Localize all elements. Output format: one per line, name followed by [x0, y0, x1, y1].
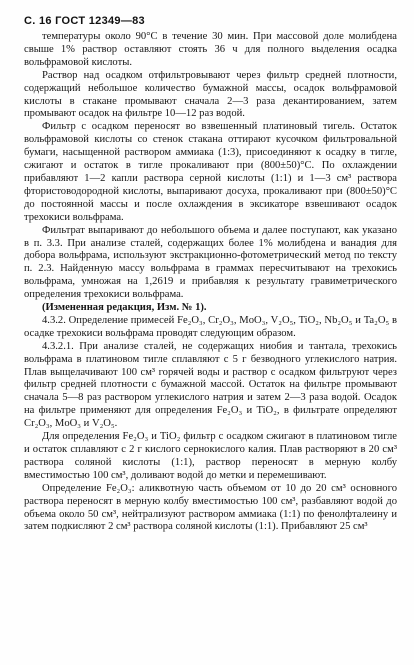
body-text	[24, 31, 397, 534]
section-4-3-2-1: 4.3.2.1. При анализе сталей, не содержащих ниобия и тантала, трехокись вольфрама в платиновом тигле сплавляют с 5 г безводного углекислого натрия. Плав выщелачивают 100 см³ горячей воды и раствор с осадком фильтруют через фильтр средней плотности с бумажной массой. Остаток на фильтре промывают сначала 5—8 раз раствором углекислого натрия и затем 2—3 раза водой. Осадок на фильтре применяют для определения Fe₂O₃ и TiO₂, в фильтрате определяют Cr₂O₃, MoO₃ и V₂O₅.	[24, 340, 397, 430]
section-4-3-2: 4.3.2. Определение примесей Fe₂O₃, Cr₂O₃, MoO₃, V₂O₅, TiO₂, Nb₂O₅ и Ta₂O₅ в осадке трехокиси вольфрама проводят следующим образом.	[24, 314, 397, 339]
paragraph: Раствор над осадком отфильтровывают через фильтр средней плотности, содержащий небольшое количество бумажной массы, осадок вольфрамовой кислоты в стакане промывают сначала 2—3 раза декантированием, затем промывают осадок на фильтре 10—12 раз водой.	[24, 69, 397, 120]
paragraph: Определение Fe₂O₃: аликвотную часть объемом от 10 до 20 см³ основного раствора переносят в мерную колбу вместимостью 100 см³, разбавляют водой до объема около 50 см³, нейтрализуют раствором аммиака (1:1) по фенолфталеину и затем подкисляют 2 см³ раствора соляной кислоты (1:1). Прибавляют 25 см³	[24, 482, 397, 533]
paragraph: Фильтр с осадком переносят во взвешенный платиновый тигель. Остаток вольфрамовой кислоты со стенок стакана оттирают кусочком фильтровальной бумаги, насыщенной раствором аммиака (1:3), присоединяют к осадку в тигле, сжигают и остаток в тигле прокаливают при (800±50)°C. По охлаждении прибавляют 1—2 капли раствора серной кислоты (1:1) и 1—3 см³ раствора фтористоводородной кислоты, выпаривают досуха, прокаливают при (800±50)°C до постоянной массы и после охлаждения в эксикаторе взвешивают осадок трехокиси вольфрама.	[24, 121, 397, 223]
paragraph: Для определения Fe₂O₃ и TiO₂ фильтр с осадком сжигают в платиновом тигле и остаток сплавляют с 2 г кислого сернокислого калия. Плав растворяют в 20 см³ раствора соляной кислоты (1:1), раствор переносят в мерную колбу вместимостью 100 см³, доливают водой до метки и перемешивают.	[24, 431, 397, 481]
page-header: С. 16 ГОСТ 12349—83	[24, 15, 145, 27]
amendment-note: (Измененная редакция, Изм. № 1).	[42, 302, 207, 314]
paragraph: Фильтрат выпаривают до небольшого объема и далее поступают, как указано в п. 3.3. При анализе сталей, содержащих более 1% молибдена и ванадия для добора вольфрама, используют экстракционно-фотометрический метод по тексту п. 2.3. Найденную массу вольфрама в граммах пересчитывают на трехокись вольфрама, умножая на 1,2619 и прибавляя к результату гравиметрического определения трехокиси вольфрама.	[24, 224, 397, 301]
paragraph: температуры около 90°C в течение 30 мин. При массовой доле молибдена свыше 1% раствор оставляют стоять 36 ч для полного выделения осадка вольфрамовой кислоты.	[24, 31, 397, 68]
